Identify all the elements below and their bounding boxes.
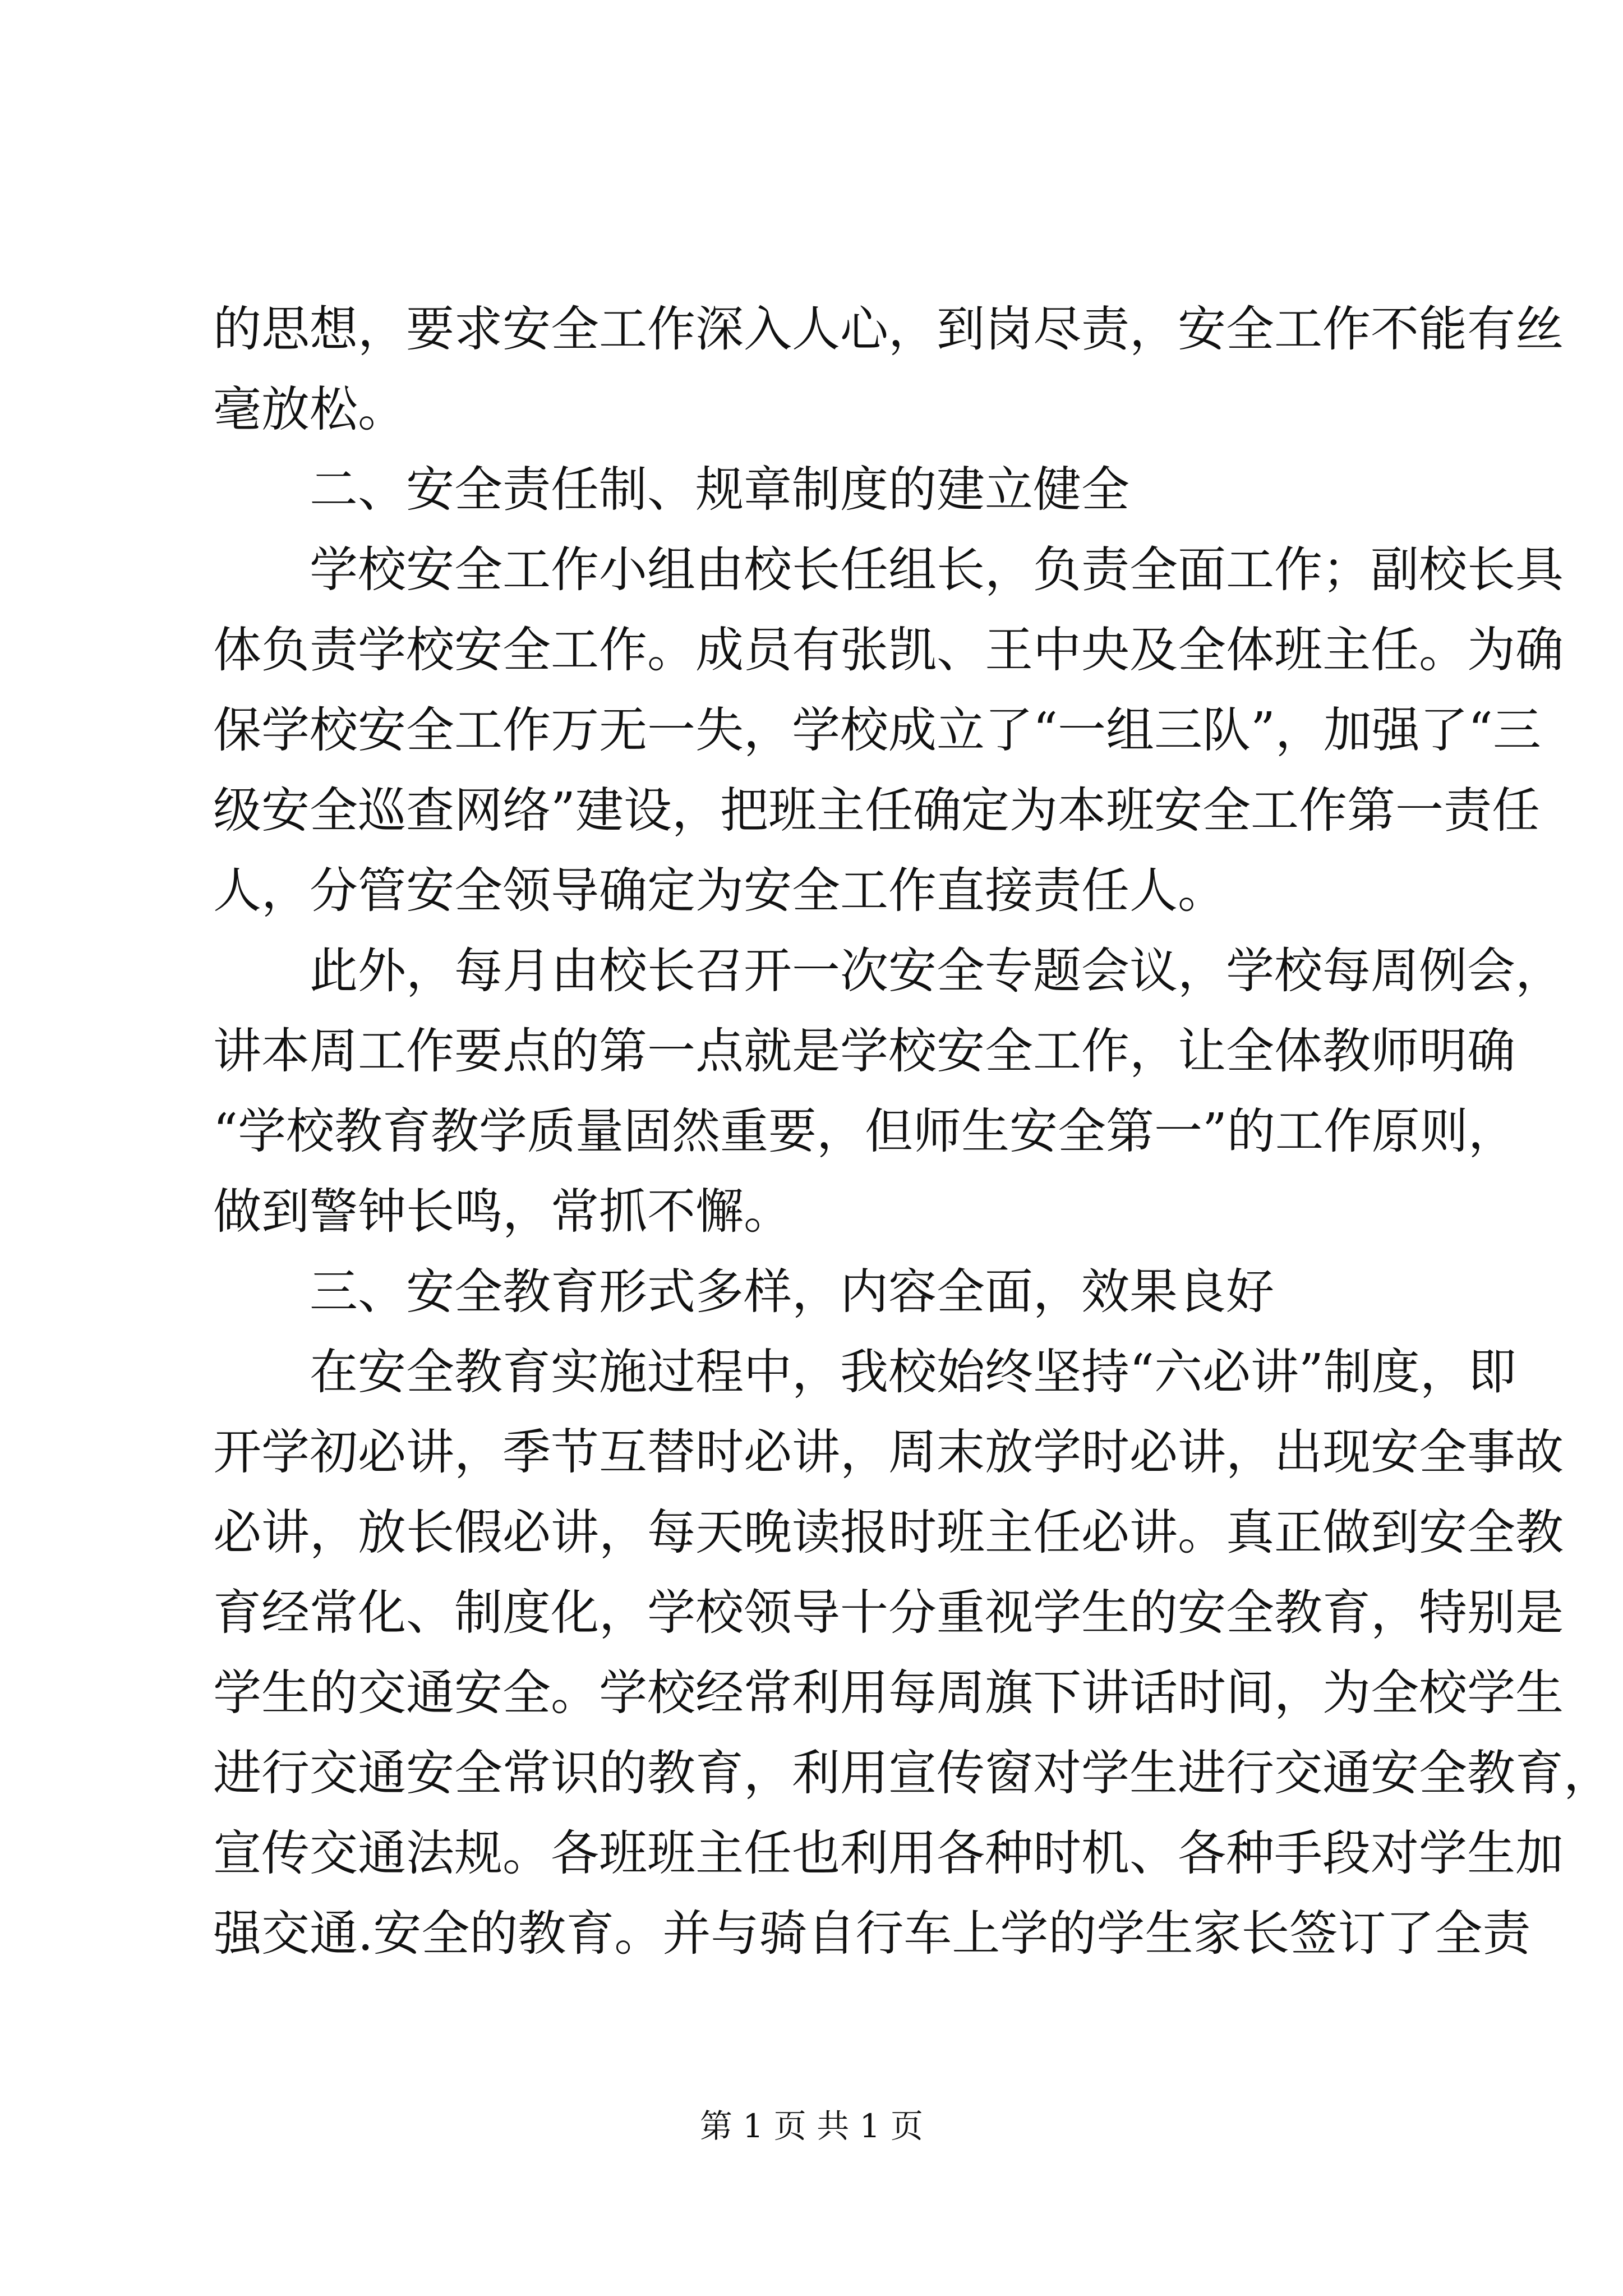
body-line: 的思想，要求安全工作深入人心，到岗尽责，安全工作不能有丝	[213, 301, 1564, 357]
body-line: 宣传交通法规。各班班主任也利用各种时机、各种手段对学生加	[213, 1825, 1564, 1881]
body-line: “学校教育教学质量固然重要，但师生安全第一”的工作原则，	[213, 1103, 1516, 1159]
body-line: 讲本周工作要点的第一点就是学校安全工作，让全体教师明确	[213, 1023, 1515, 1079]
section-heading: 三、安全教育形式多样，内容全面，效果良好	[310, 1264, 1274, 1320]
body-line: 强交通.安全的教育。并与骑自行车上学的学生家长签订了全责	[213, 1906, 1531, 1962]
body-line: 保学校安全工作万无一失，学校成立了“一组三队”，加强了“三	[213, 702, 1541, 758]
body-line: 做到警钟长鸣，常抓不懈。	[213, 1184, 792, 1240]
body-line: 育经常化、制度化，学校领导十分重视学生的安全教育，特别是	[213, 1585, 1564, 1641]
body-line: 进行交通安全常识的教育，利用宣传窗对学生进行交通安全教育，	[213, 1745, 1612, 1801]
body-line: 此外，每月由校长召开一次安全专题会议，学校每周例会，	[310, 943, 1564, 999]
section-heading: 二、安全责任制、规章制度的建立健全	[310, 462, 1129, 518]
body-line: 开学初必讲，季节互替时必讲，周末放学时必讲，出现安全事故	[213, 1424, 1564, 1480]
body-line: 级安全巡查网络”建设，把班主任确定为本班安全工作第一责任	[213, 783, 1540, 839]
body-line: 人，分管安全领导确定为安全工作直接责任人。	[213, 863, 1226, 919]
body-line: 毫放松。	[213, 381, 406, 438]
body-line: 学校安全工作小组由校长任组长，负责全面工作；副校长具	[310, 542, 1564, 598]
document-body	[213, 289, 1612, 1974]
page-number-footer: 第 1 页 共 1 页	[700, 2107, 923, 2145]
body-line: 必讲，放长假必讲，每天晚读报时班主任必讲。真正做到安全教	[213, 1504, 1564, 1561]
body-line: 体负责学校安全工作。成员有张凯、王中央及全体班主任。为确	[213, 622, 1564, 678]
body-line: 在安全教育实施过程中，我校始终坚持“六必讲”制度，即	[310, 1344, 1516, 1400]
body-line: 学生的交通安全。学校经常利用每周旗下讲话时间，为全校学生	[213, 1665, 1564, 1721]
